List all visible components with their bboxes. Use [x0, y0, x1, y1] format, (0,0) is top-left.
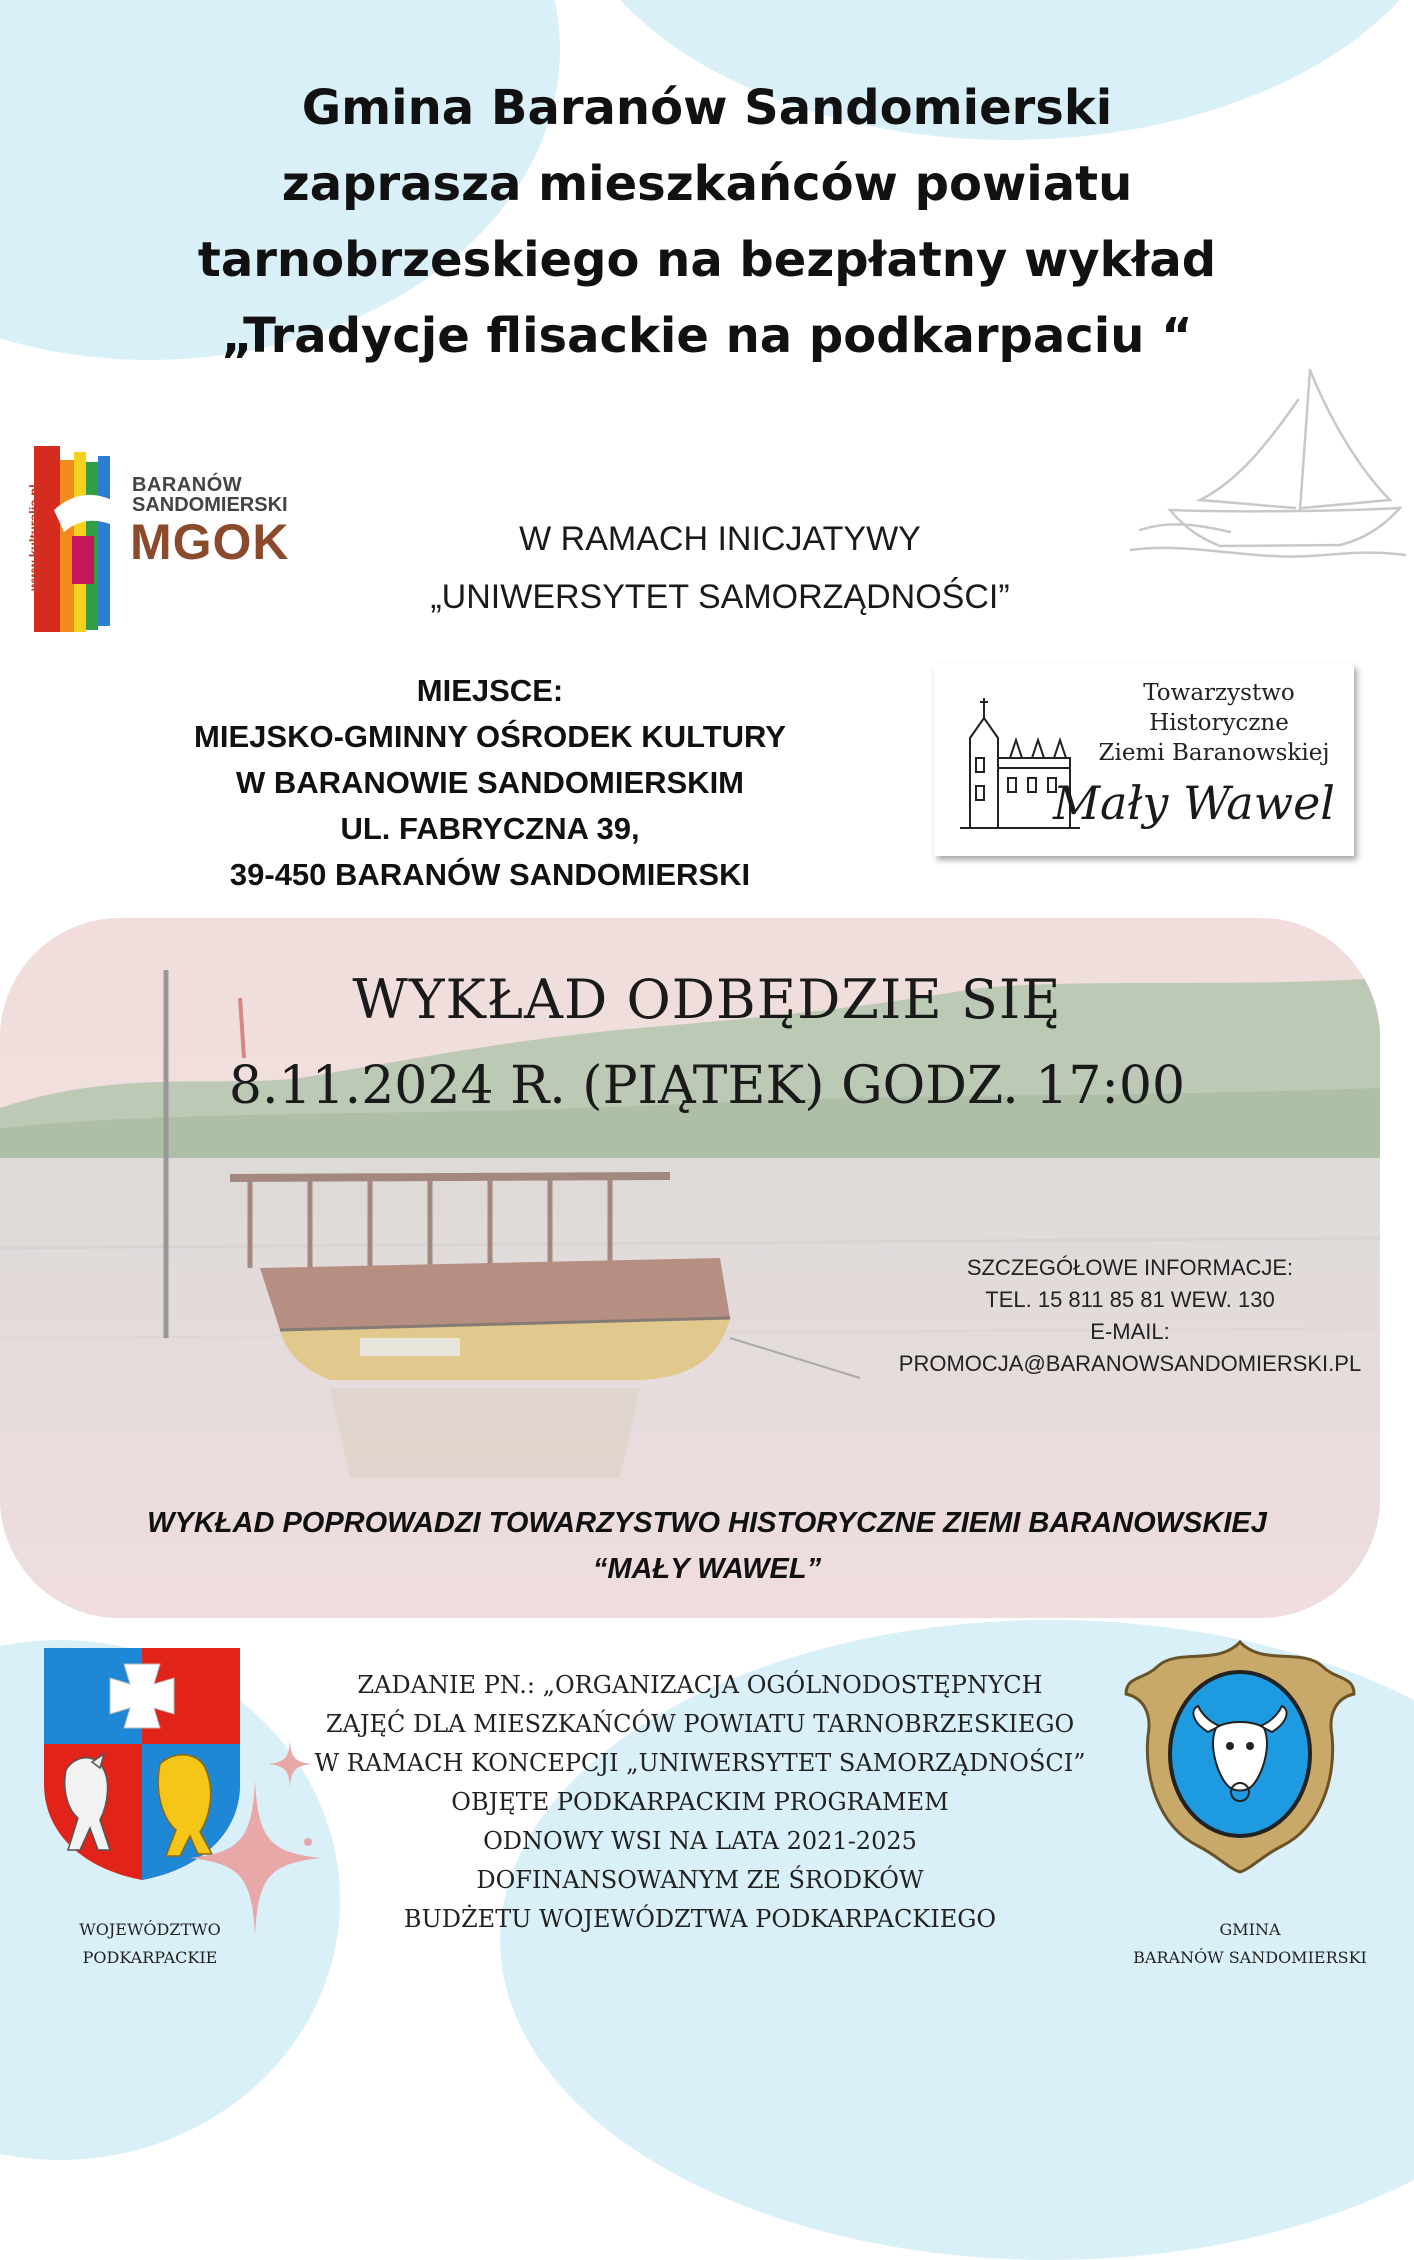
lecture-host	[40, 1500, 1374, 1592]
venue-line: MIEJSKO-GMINNY OŚRODEK KULTURY	[194, 719, 786, 754]
funding-line: ODNOWY WSI NA LATA 2021-2025	[483, 1827, 917, 1855]
commune-line: BARANÓW SANDOMIERSKI	[1133, 1948, 1367, 1967]
society-name-line2: Historyczne	[1149, 710, 1289, 736]
society-name-line1: Towarzystwo	[1143, 680, 1295, 706]
initiative-line: W RAMACH INICJATYWY	[519, 520, 921, 558]
title-line: tarnobrzeskiego na bezpłatny wykład	[197, 232, 1217, 288]
commune-line: GMINA	[1219, 1920, 1281, 1939]
baranow-coat-of-arms	[1122, 1636, 1358, 1876]
title-line: zaprasza mieszkańców powiatu	[281, 156, 1133, 212]
funding-line: DOFINANSOWANYM ZE ŚRODKÓW	[476, 1866, 924, 1894]
voivodeship-line: PODKARPACKIE	[82, 1948, 218, 1967]
commune-caption	[1110, 1916, 1390, 1972]
voivodeship-caption	[30, 1916, 270, 1972]
venue-block	[100, 668, 880, 898]
initiative-line: „UNIWERSYTET SAMORZĄDNOŚCI”	[430, 578, 1010, 616]
sailboat-sketch-icon	[1130, 360, 1410, 600]
contact-heading: SZCZEGÓŁOWE INFORMACJE:	[966, 1255, 1294, 1280]
funding-line: ZAJĘĆ DLA MIESZKAŃCÓW POWIATU TARNOBRZESKIEGO	[325, 1710, 1075, 1738]
venue-line: 39-450 BARANÓW SANDOMIERSKI	[229, 857, 751, 892]
mgok-acronym: MGOK	[130, 514, 290, 570]
venue-line: W BARANOWIE SANDOMIERSKIM	[235, 765, 745, 800]
venue-line: UL. FABRYCZNA 39,	[340, 811, 640, 846]
invitation-title	[60, 70, 1354, 374]
lecture-datetime: 8.11.2024 R. (PIĄTEK) GODZ. 17:00	[228, 1056, 1186, 1116]
mgok-name-line2: SANDOMIERSKI	[132, 494, 288, 516]
contact-email: PROMOCJA@BARANOWSANDOMIERSKI.PL	[898, 1351, 1362, 1376]
mgok-logo	[14, 440, 324, 640]
voivodeship-line: WOJEWÓDZTWO	[79, 1920, 221, 1939]
society-script-name: Mały Wawel	[1052, 776, 1336, 830]
initiative-text	[340, 510, 1100, 626]
funding-line: ZADANIE PN.: „ORGANIZACJA OGÓLNODOSTĘPNYCH	[357, 1671, 1043, 1699]
host-line: “MAŁY WAWEL”	[592, 1553, 822, 1585]
title-line: „Tradycje flisackie na podkarpaciu “	[221, 308, 1193, 364]
venue-label: MIEJSCE:	[416, 673, 564, 708]
host-line: WYKŁAD POPROWADZI TOWARZYSTWO HISTORYCZNE ZIEMI BARANOWSKIEJ	[147, 1507, 1267, 1539]
funding-line: OBJĘTE PODKARPACKIM PROGRAMEM	[451, 1788, 949, 1816]
mgok-name-line1: BARANÓW	[132, 474, 243, 496]
funding-statement	[250, 1666, 1150, 1939]
lecture-announcement	[0, 960, 1414, 1132]
funding-line: BUDŻETU WOJEWÓDZTWA PODKARPACKIEGO	[403, 1905, 997, 1933]
mgok-website: www.kulturalia.pl	[26, 484, 42, 591]
contact-phone: TEL. 15 811 85 81 WEW. 130	[985, 1287, 1275, 1312]
funding-line: W RAMACH KONCEPCJI „UNIWERSYTET SAMORZĄDNOŚCI”	[314, 1749, 1086, 1777]
contact-block	[860, 1252, 1400, 1380]
contact-email-label: E-MAIL:	[1090, 1319, 1170, 1344]
lecture-heading: WYKŁAD ODBĘDZIE SIĘ	[352, 968, 1062, 1031]
title-line: Gmina Baranów Sandomierski	[301, 80, 1113, 136]
society-name-line3: Ziemi Baranowskiej	[1098, 740, 1330, 766]
society-logo	[934, 664, 1354, 856]
